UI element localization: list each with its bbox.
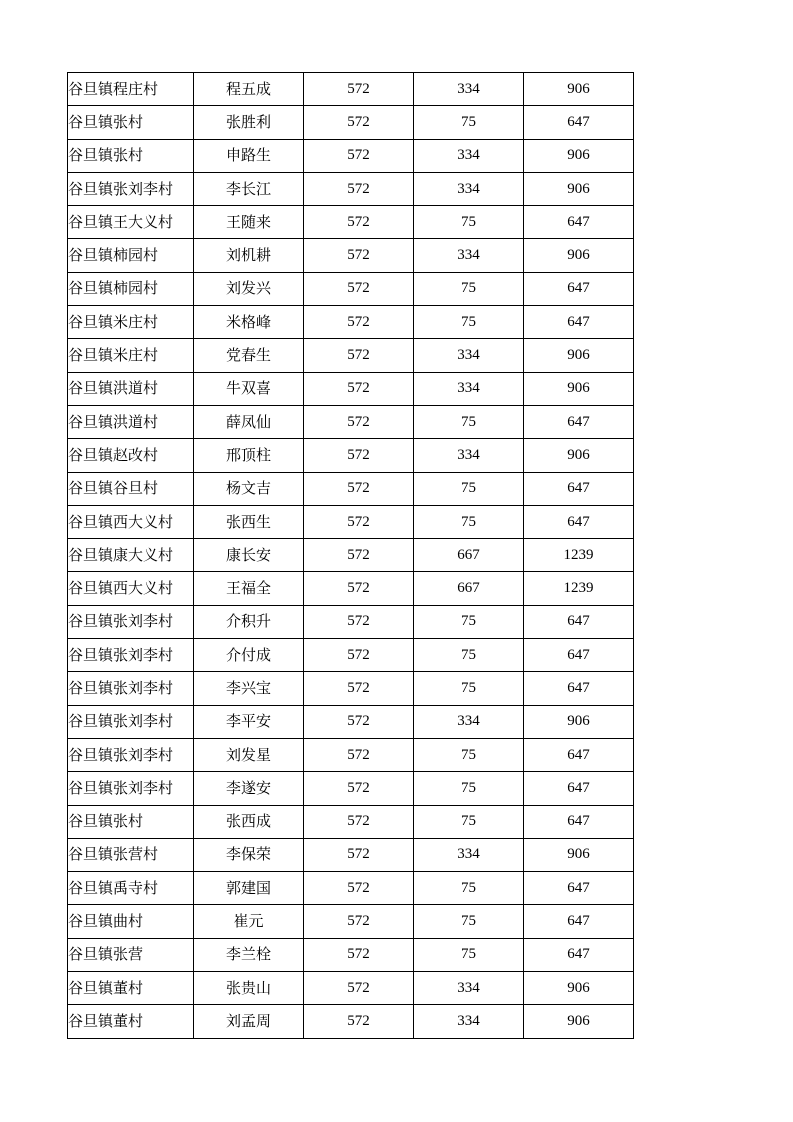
person-name-cell: 申路生: [194, 139, 304, 172]
table-row: [68, 1005, 634, 1038]
table-row: [68, 738, 634, 771]
village-cell: 谷旦镇张刘李村: [68, 772, 194, 805]
amount-cell-3: 1239: [524, 539, 634, 572]
amount-cell-2: 75: [414, 306, 524, 339]
amount-cell-1: 572: [304, 572, 414, 605]
amount-cell-3: 906: [524, 838, 634, 871]
amount-cell-2: 75: [414, 938, 524, 971]
amount-cell-1: 572: [304, 172, 414, 205]
amount-cell-3: 647: [524, 672, 634, 705]
amount-cell-2: 75: [414, 405, 524, 438]
table-row: [68, 872, 634, 905]
amount-cell-2: 75: [414, 605, 524, 638]
table-row: [68, 472, 634, 505]
person-name-cell: 李平安: [194, 705, 304, 738]
amount-cell-3: 647: [524, 738, 634, 771]
village-cell: 谷旦镇张营: [68, 938, 194, 971]
table-row: [68, 172, 634, 205]
amount-cell-1: 572: [304, 306, 414, 339]
amount-cell-1: 572: [304, 772, 414, 805]
amount-cell-1: 572: [304, 139, 414, 172]
amount-cell-1: 572: [304, 472, 414, 505]
amount-cell-3: 906: [524, 73, 634, 106]
amount-cell-2: 75: [414, 772, 524, 805]
person-name-cell: 康长安: [194, 539, 304, 572]
village-cell: 谷旦镇张刘李村: [68, 605, 194, 638]
amount-cell-2: 334: [414, 705, 524, 738]
amount-cell-1: 572: [304, 73, 414, 106]
person-name-cell: 张胜利: [194, 106, 304, 139]
table-row: [68, 705, 634, 738]
amount-cell-3: 647: [524, 772, 634, 805]
table-row: [68, 772, 634, 805]
table-row: [68, 838, 634, 871]
amount-cell-1: 572: [304, 905, 414, 938]
amount-cell-2: 334: [414, 172, 524, 205]
village-cell: 谷旦镇西大义村: [68, 505, 194, 538]
amount-cell-3: 647: [524, 206, 634, 239]
amount-cell-3: 1239: [524, 572, 634, 605]
amount-cell-3: 906: [524, 372, 634, 405]
person-name-cell: 党春生: [194, 339, 304, 372]
village-cell: 谷旦镇康大义村: [68, 539, 194, 572]
village-cell: 谷旦镇西大义村: [68, 572, 194, 605]
amount-cell-2: 75: [414, 905, 524, 938]
table-row: [68, 73, 634, 106]
village-cell: 谷旦镇米庄村: [68, 306, 194, 339]
amount-cell-3: 906: [524, 172, 634, 205]
table-row: [68, 605, 634, 638]
amount-cell-1: 572: [304, 439, 414, 472]
amount-cell-2: 75: [414, 872, 524, 905]
amount-cell-1: 572: [304, 106, 414, 139]
person-name-cell: 牛双喜: [194, 372, 304, 405]
amount-cell-2: 334: [414, 972, 524, 1005]
table-row: [68, 372, 634, 405]
amount-cell-3: 647: [524, 872, 634, 905]
amount-cell-2: 75: [414, 805, 524, 838]
amount-cell-1: 572: [304, 972, 414, 1005]
amount-cell-2: 334: [414, 239, 524, 272]
amount-cell-3: 906: [524, 972, 634, 1005]
person-name-cell: 王福全: [194, 572, 304, 605]
village-cell: 谷旦镇董村: [68, 1005, 194, 1038]
table-row: [68, 972, 634, 1005]
village-cell: 谷旦镇洪道村: [68, 405, 194, 438]
amount-cell-1: 572: [304, 738, 414, 771]
village-cell: 谷旦镇洪道村: [68, 372, 194, 405]
amount-cell-2: 667: [414, 572, 524, 605]
amount-cell-1: 572: [304, 206, 414, 239]
village-cell: 谷旦镇柿园村: [68, 239, 194, 272]
table-row: [68, 339, 634, 372]
amount-cell-3: 906: [524, 339, 634, 372]
person-name-cell: 张贵山: [194, 972, 304, 1005]
table-row: [68, 439, 634, 472]
amount-cell-2: 75: [414, 206, 524, 239]
amount-cell-2: 75: [414, 738, 524, 771]
amount-cell-1: 572: [304, 872, 414, 905]
person-name-cell: 张西成: [194, 805, 304, 838]
village-cell: 谷旦镇张村: [68, 805, 194, 838]
amount-cell-2: 334: [414, 139, 524, 172]
amount-cell-2: 334: [414, 838, 524, 871]
person-name-cell: 薛凤仙: [194, 405, 304, 438]
amount-cell-1: 572: [304, 1005, 414, 1038]
amount-cell-2: 334: [414, 339, 524, 372]
village-cell: 谷旦镇张刘李村: [68, 705, 194, 738]
amount-cell-3: 647: [524, 938, 634, 971]
amount-cell-3: 906: [524, 239, 634, 272]
table-row: [68, 139, 634, 172]
table-row: [68, 239, 634, 272]
village-cell: 谷旦镇赵改村: [68, 439, 194, 472]
table-row: [68, 272, 634, 305]
village-cell: 谷旦镇张刘李村: [68, 172, 194, 205]
table-row: [68, 206, 634, 239]
amount-cell-3: 647: [524, 639, 634, 672]
person-name-cell: 张西生: [194, 505, 304, 538]
person-name-cell: 李兴宝: [194, 672, 304, 705]
amount-cell-3: 906: [524, 705, 634, 738]
amount-cell-3: 647: [524, 306, 634, 339]
amount-cell-3: 906: [524, 139, 634, 172]
village-cell: 谷旦镇张村: [68, 106, 194, 139]
amount-cell-2: 334: [414, 439, 524, 472]
table-row: [68, 405, 634, 438]
table-row: [68, 905, 634, 938]
person-name-cell: 杨文吉: [194, 472, 304, 505]
village-cell: 谷旦镇程庄村: [68, 73, 194, 106]
table-row: [68, 639, 634, 672]
person-name-cell: 刘机耕: [194, 239, 304, 272]
table-row: [68, 306, 634, 339]
amount-cell-1: 572: [304, 838, 414, 871]
amount-cell-1: 572: [304, 639, 414, 672]
data-table: [67, 72, 634, 1039]
person-name-cell: 王随来: [194, 206, 304, 239]
table-row: [68, 672, 634, 705]
amount-cell-2: 75: [414, 672, 524, 705]
table-row: [68, 805, 634, 838]
village-cell: 谷旦镇谷旦村: [68, 472, 194, 505]
amount-cell-2: 75: [414, 505, 524, 538]
amount-cell-3: 647: [524, 805, 634, 838]
village-cell: 谷旦镇张刘李村: [68, 639, 194, 672]
amount-cell-1: 572: [304, 539, 414, 572]
amount-cell-3: 906: [524, 439, 634, 472]
person-name-cell: 程五成: [194, 73, 304, 106]
village-cell: 谷旦镇曲村: [68, 905, 194, 938]
amount-cell-1: 572: [304, 672, 414, 705]
amount-cell-1: 572: [304, 805, 414, 838]
amount-cell-1: 572: [304, 505, 414, 538]
amount-cell-1: 572: [304, 239, 414, 272]
person-name-cell: 米格峰: [194, 306, 304, 339]
table-row: [68, 938, 634, 971]
person-name-cell: 李保荣: [194, 838, 304, 871]
amount-cell-3: 647: [524, 106, 634, 139]
amount-cell-1: 572: [304, 372, 414, 405]
amount-cell-2: 75: [414, 472, 524, 505]
amount-cell-2: 334: [414, 1005, 524, 1038]
amount-cell-3: 647: [524, 405, 634, 438]
table-row: [68, 505, 634, 538]
amount-cell-3: 647: [524, 905, 634, 938]
village-cell: 谷旦镇王大义村: [68, 206, 194, 239]
person-name-cell: 李长江: [194, 172, 304, 205]
person-name-cell: 郭建国: [194, 872, 304, 905]
village-cell: 谷旦镇张营村: [68, 838, 194, 871]
table-row: [68, 539, 634, 572]
amount-cell-1: 572: [304, 339, 414, 372]
village-cell: 谷旦镇张刘李村: [68, 672, 194, 705]
amount-cell-2: 334: [414, 372, 524, 405]
amount-cell-3: 647: [524, 272, 634, 305]
person-name-cell: 刘发星: [194, 738, 304, 771]
amount-cell-1: 572: [304, 405, 414, 438]
amount-cell-3: 906: [524, 1005, 634, 1038]
village-cell: 谷旦镇张村: [68, 139, 194, 172]
village-cell: 谷旦镇董村: [68, 972, 194, 1005]
amount-cell-1: 572: [304, 705, 414, 738]
amount-cell-1: 572: [304, 938, 414, 971]
person-name-cell: 李遂安: [194, 772, 304, 805]
amount-cell-2: 75: [414, 272, 524, 305]
amount-cell-2: 334: [414, 73, 524, 106]
table-row: [68, 572, 634, 605]
amount-cell-3: 647: [524, 505, 634, 538]
amount-cell-2: 75: [414, 639, 524, 672]
village-cell: 谷旦镇米庄村: [68, 339, 194, 372]
amount-cell-2: 667: [414, 539, 524, 572]
person-name-cell: 刘发兴: [194, 272, 304, 305]
village-cell: 谷旦镇柿园村: [68, 272, 194, 305]
amount-cell-3: 647: [524, 472, 634, 505]
person-name-cell: 崔元: [194, 905, 304, 938]
table-row: [68, 106, 634, 139]
village-cell: 谷旦镇禹寺村: [68, 872, 194, 905]
person-name-cell: 介付成: [194, 639, 304, 672]
amount-cell-2: 75: [414, 106, 524, 139]
person-name-cell: 李兰栓: [194, 938, 304, 971]
amount-cell-3: 647: [524, 605, 634, 638]
person-name-cell: 刘孟周: [194, 1005, 304, 1038]
table-body: [68, 73, 634, 1039]
person-name-cell: 邢顶柱: [194, 439, 304, 472]
amount-cell-1: 572: [304, 605, 414, 638]
amount-cell-1: 572: [304, 272, 414, 305]
village-cell: 谷旦镇张刘李村: [68, 738, 194, 771]
person-name-cell: 介积升: [194, 605, 304, 638]
